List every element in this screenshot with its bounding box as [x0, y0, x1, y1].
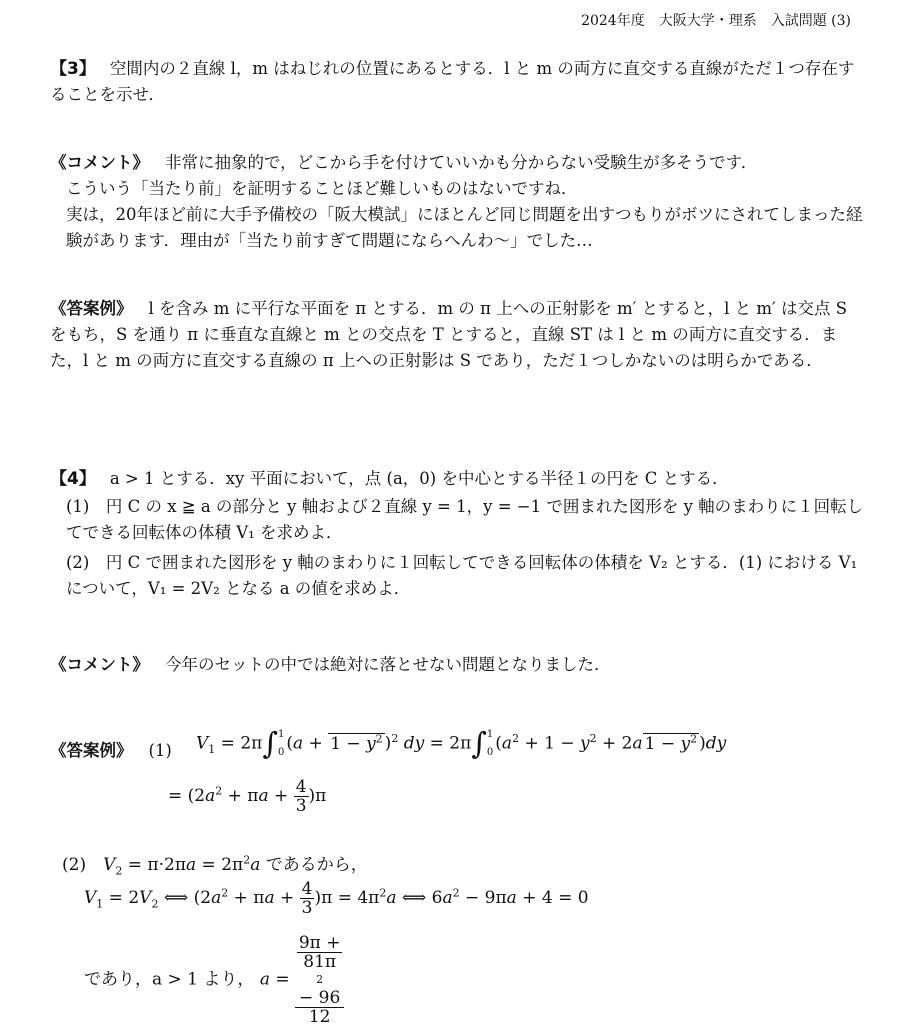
answer-4-eq1: $V_1 = 2\pi\int$ 1 0 ($a + 1 - y^2$ )$^2$ dy = 2π∫ 1 0 ($a^2 + 1 - y^2 + 2a$ $1 - y^2$ )dy	[196, 726, 727, 762]
problem-4-intro: a > 1 とする．xy 平面において，点 (a，0) を中心とする半径１の円を C とする．	[109, 469, 729, 488]
page-header: 2024年度 大阪大学・理系 入試問題 (3)	[581, 13, 851, 29]
answer-4-part2-line3: であり，a > 1 より， a = 9π + 81π 2 − 96 12	[84, 934, 344, 1026]
comment-3-line3: 実は，20年ほど前に大手予備校の「阪大模試」にほとんど同じ問題を出すつもりがボツにされてしまった経験があります．理由が「当たり前すぎて問題にならへんわ〜」でした…	[66, 205, 863, 250]
problem-3-text: 空間内の２直線 l，m はねじれの位置にあるとする．l と m の両方に直交する直線がただ１つ存在することを示せ．	[50, 59, 855, 104]
answer-4-part1-tag: (1)	[148, 741, 172, 760]
comment-4-text: 今年のセットの中では絶対に落とせない問題となりました．	[165, 655, 611, 674]
problem-3-number: 【3】	[50, 59, 96, 79]
problem-4-q1: (1) 円 C の x ≧ a の部分と y 軸および２直線 y = 1，y = −1 で囲まれた図形を y 軸のまわりに１回転してできる回転体の体積 V₁ を求めよ．	[66, 497, 864, 542]
answer-3-text: l を含み m に平行な平面を π とする．m の π 上への正射影を m′ とすると，l と m′ は交点 S をもち，S を通り π に垂直な直線と m との交点を T とすると，直線 ST は l と m の両方に直交する．また，l と m の両方に直交する直線の π 上への正射影は S であり，ただ１つしかないのは明らかである．	[50, 299, 848, 370]
answer-4-label: 《答案例》	[50, 741, 133, 760]
comment-3	[50, 150, 865, 254]
problem-3	[50, 56, 865, 108]
answer-4-part2-line2: $V_1 = 2V_2$ ⟺ ($2a^2 + \pi a$ + $\frac{4}{3}$ )$\pi = 4\pi^2a$ ⟺ $6a^2 - 9\pi a + 4 = 0$	[84, 879, 589, 918]
answer-3-label: 《答案例》	[50, 299, 133, 318]
problem-4	[50, 466, 865, 602]
comment-4	[50, 652, 865, 678]
comment-3-label: 《コメント》	[50, 153, 149, 172]
comment-3-line2: こういう「当たり前」を証明することほど難しいものはないですね．	[66, 179, 578, 198]
answer-4-part2-tag: (2)	[62, 855, 87, 875]
answer-3	[50, 296, 865, 374]
answer-4-part2-line3-prefix: であり，a > 1 より，	[84, 969, 255, 990]
answer-4-eq2: = ($2a^2 + \pi a$ + $\frac{4}{3}$ )π	[168, 777, 327, 816]
answer-4-part2-line1: (2) $V_2 = \pi\cdot 2\pi a = 2\pi^2a$ であるから，	[62, 853, 368, 878]
answer-4-part2-line1-text: であるから，	[265, 855, 368, 875]
comment-4-label: 《コメント》	[50, 655, 149, 674]
problem-4-q2: (2) 円 C で囲まれた図形を y 軸のまわりに１回転してできる回転体の体積を V₂ とする．(1) における V₁ について，V₁ = 2V₂ となる a の値を求めよ．	[66, 553, 858, 598]
problem-4-number: 【4】	[50, 469, 96, 489]
comment-3-line1: 非常に抽象的で，どこから手を付けていいかも分からない受験生が多そうです．	[165, 153, 758, 172]
